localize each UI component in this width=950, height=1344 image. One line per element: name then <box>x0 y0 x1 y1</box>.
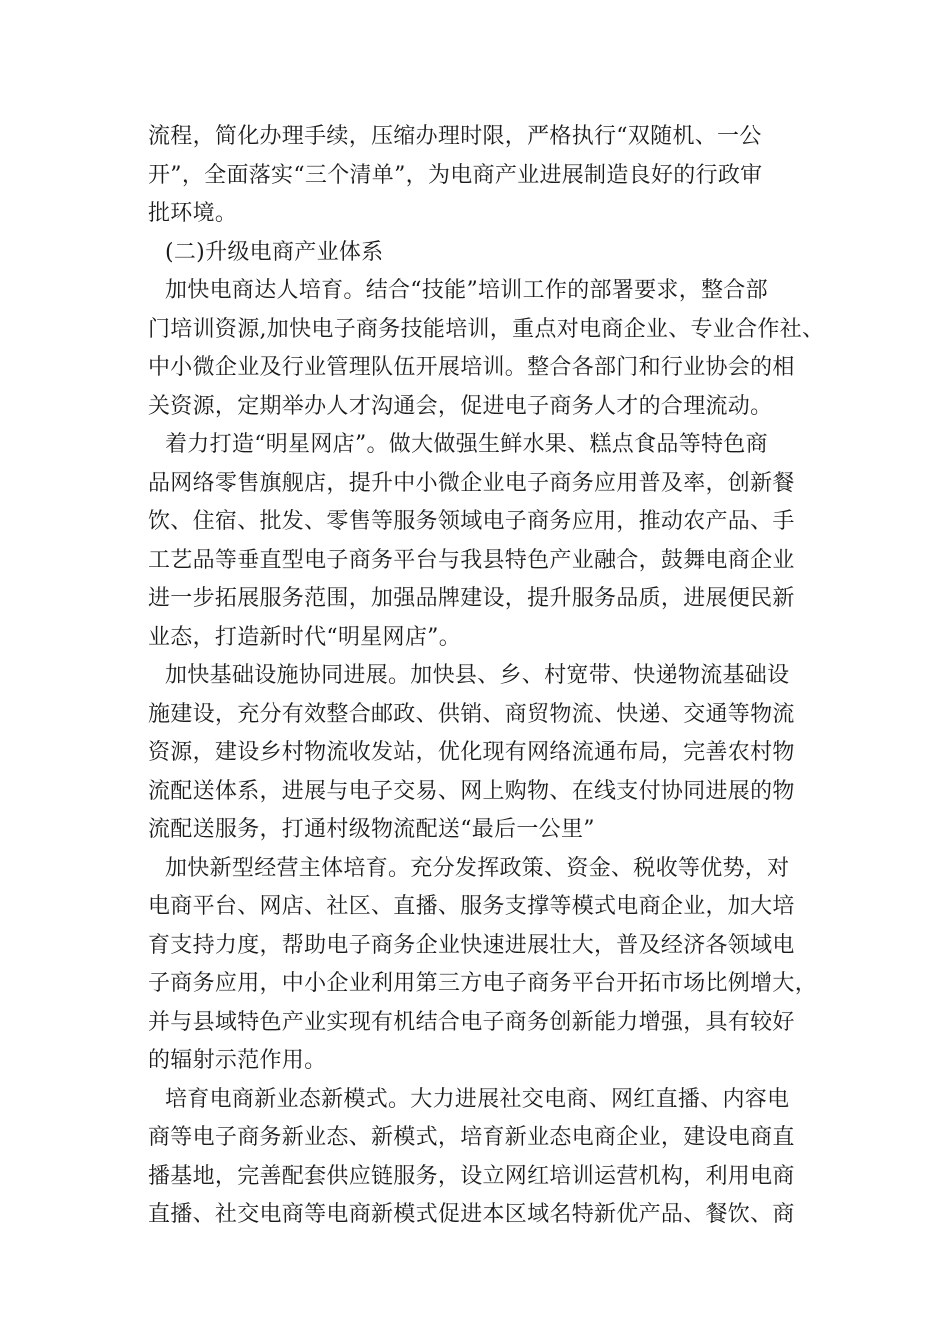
text-line: 品网络零售旗舰店，提升中小微企业电子商务应用普及率，创新餐 <box>148 470 795 496</box>
section-heading: (二)升级电商产业体系 <box>165 239 384 265</box>
text-line: 中小微企业及行业管理队伍开展培训。整合各部门和行业协会的相 <box>148 355 795 380</box>
text-line: 子商务应用，中小企业利用第三方电子商务平台开拓市场比例增大， <box>148 971 818 996</box>
text-line: 流配送服务，打通村级物流配送“最后一公里” <box>148 817 595 842</box>
text-line: 流程，简化办理手续，压缩办理时限，严格执行“双随机、一公 <box>148 124 762 149</box>
text-line: 业态，打造新时代“明星网店”。 <box>148 624 461 650</box>
text-line: 电商平台、网店、社区、直播、服务支撑等模式电商企业，加大培 <box>148 894 795 919</box>
text-line: 开”，全面落实“三个清单”，为电商产业进展制造良好的行政审 <box>148 162 763 188</box>
text-line: 的辐射示范作用。 <box>148 1048 327 1073</box>
text-line: 播基地，完善配套供应链服务，设立网红培训运营机构，利用电商 <box>148 1163 795 1189</box>
paragraph-start: 加快基础设施协同进展。加快县、乡、村宽带、快递物流基础设 <box>165 663 790 688</box>
text-line: 育支持力度，帮助电子商务企业快速进展壮大，普及经济各领域电 <box>148 932 795 958</box>
text-line: 施建设，充分有效整合邮政、供销、商贸物流、快递、交通等物流 <box>148 701 795 727</box>
text-line: 饮、住宿、批发、零售等服务领域电子商务应用，推动农产品、手 <box>148 509 795 534</box>
text-line: 资源，建设乡村物流收发站，优化现有网络流通布局，完善农村物 <box>148 740 795 765</box>
text-line: 关资源，定期举办人才沟通会，促进电子商务人才的合理流动。 <box>148 393 773 419</box>
paragraph-start: 加快新型经营主体培育。充分发挥政策、资金、税收等优势，对 <box>165 855 790 881</box>
document-body <box>148 118 825 1235</box>
text-line: 商等电子商务新业态、新模式，培育新业态电商企业，建设电商直 <box>148 1125 795 1150</box>
text-line: 流配送体系，进展与电子交易、网上购物、在线支付协同进展的物 <box>148 778 795 804</box>
paragraph-start: 培育电商新业态新模式。大力进展社交电商、网红直播、内容电 <box>165 1086 790 1112</box>
text-line: 门培训资源,加快电子商务技能培训，重点对电商企业、专业合作社、 <box>148 316 825 342</box>
paragraph-start: 加快电商达人培育。结合“技能”培训工作的部署要求，整合部 <box>165 278 768 303</box>
text-line: 并与县域特色产业实现有机结合电子商务创新能力增强，具有较好 <box>148 1009 795 1035</box>
text-line: 批环境。 <box>148 201 238 226</box>
text-line: 直播、社交电商等电商新模式促进本区域名特新优产品、餐饮、商 <box>148 1202 795 1227</box>
text-line: 进一步拓展服务范围，加强品牌建设，提升服务品质，进展便民新 <box>148 586 795 611</box>
paragraph-start: 着力打造“明星网店”。做大做强生鲜水果、糕点食品等特色商 <box>165 432 768 457</box>
text-line: 工艺品等垂直型电子商务平台与我县特色产业融合，鼓舞电商企业 <box>148 547 795 573</box>
